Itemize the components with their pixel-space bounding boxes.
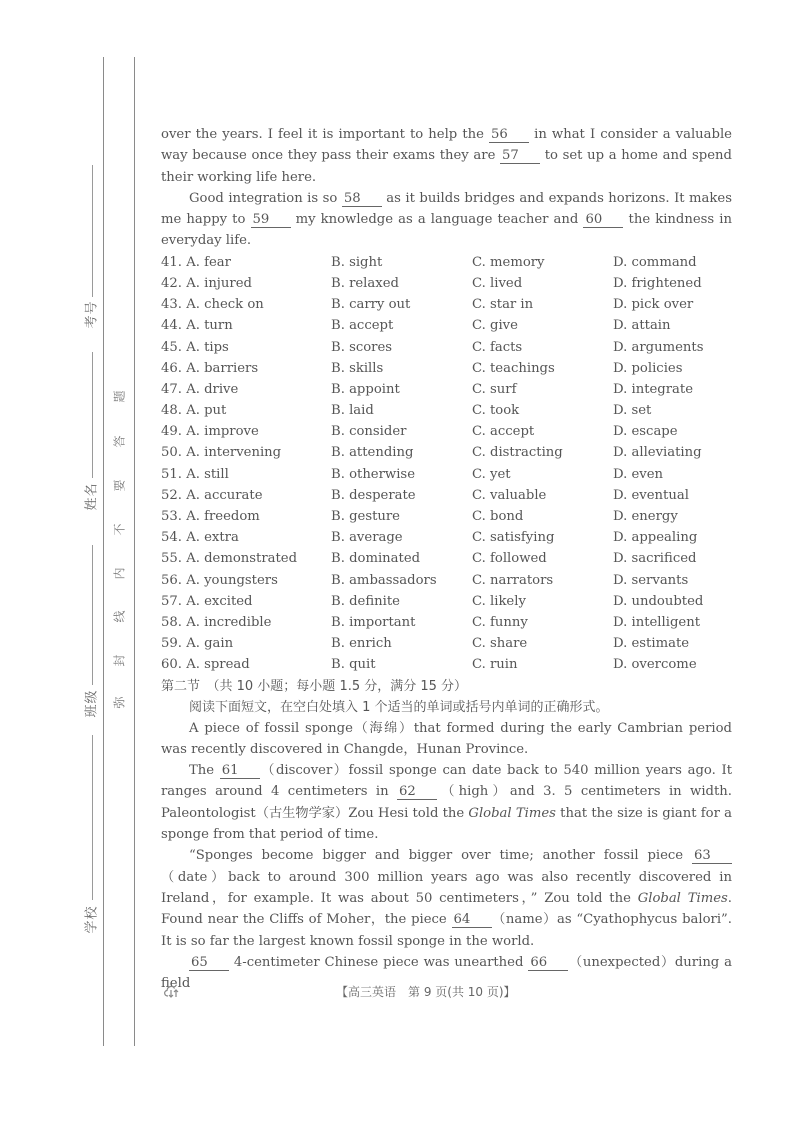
option-d: D. pick over bbox=[613, 297, 694, 313]
blank-57: 57 bbox=[500, 148, 540, 164]
class-line bbox=[92, 545, 93, 685]
option-a: 60. A. spread bbox=[161, 657, 250, 673]
option-row bbox=[161, 337, 732, 358]
option-b: B. gesture bbox=[331, 509, 400, 525]
page-number: 【高三英语 第 9 页(共 10 页)】 bbox=[336, 985, 516, 999]
option-d: D. eventual bbox=[613, 487, 689, 503]
option-a: 57. A. excited bbox=[161, 593, 253, 609]
option-b: B. skills bbox=[331, 360, 384, 376]
option-row bbox=[161, 294, 732, 315]
option-a: 50. A. intervening bbox=[161, 445, 282, 461]
option-b: B. quit bbox=[331, 657, 376, 673]
option-c: C. surf bbox=[472, 381, 517, 397]
binding-line-inner bbox=[134, 57, 135, 1046]
option-a: 59. A. gain bbox=[161, 636, 234, 652]
option-b: B. attending bbox=[331, 445, 414, 461]
option-b: B. laid bbox=[331, 403, 374, 419]
page-content bbox=[161, 124, 732, 994]
option-a: 58. A. incredible bbox=[161, 614, 272, 630]
option-d: D. sacrificed bbox=[613, 551, 697, 567]
school-label: 学校 bbox=[84, 905, 100, 934]
option-b: B. important bbox=[331, 614, 416, 630]
option-d: D. arguments bbox=[613, 339, 704, 355]
option-c: C. star in bbox=[472, 297, 534, 313]
option-a: 43. A. check on bbox=[161, 297, 264, 313]
option-row bbox=[161, 591, 732, 612]
class-label: 班级 bbox=[84, 689, 100, 718]
option-d: D. command bbox=[613, 254, 697, 270]
option-row bbox=[161, 654, 732, 675]
option-b: B. desperate bbox=[331, 487, 416, 503]
option-c: C. memory bbox=[472, 254, 545, 270]
option-c: C. give bbox=[472, 318, 518, 334]
option-d: D. energy bbox=[613, 509, 678, 525]
seal-char: 题 bbox=[112, 390, 127, 403]
exam-number-label: 考号 bbox=[84, 300, 100, 329]
option-c: C. valuable bbox=[472, 487, 547, 503]
option-d: D. undoubted bbox=[613, 593, 704, 609]
option-a: 46. A. barriers bbox=[161, 360, 259, 376]
option-d: D. intelligent bbox=[613, 614, 700, 630]
option-row bbox=[161, 358, 732, 379]
option-b: B. ambassadors bbox=[331, 572, 437, 588]
section-title: 第二节 （共 10 小题；每小题 1.5 分，满分 15 分） bbox=[161, 678, 468, 694]
seal-char: 封 bbox=[112, 654, 127, 667]
options-list bbox=[161, 252, 732, 676]
option-b: B. enrich bbox=[331, 636, 392, 652]
blank-62: 62 bbox=[397, 784, 437, 800]
option-a: 53. A. freedom bbox=[161, 509, 260, 525]
option-a: 51. A. still bbox=[161, 466, 229, 482]
option-a: 55. A. demonstrated bbox=[161, 551, 298, 567]
option-d: D. even bbox=[613, 466, 664, 482]
option-d: D. escape bbox=[613, 424, 678, 440]
name-line bbox=[92, 352, 93, 478]
option-c: C. facts bbox=[472, 339, 523, 355]
option-b: B. accept bbox=[331, 318, 394, 334]
blank-56: 56 bbox=[489, 127, 529, 143]
option-d: D. policies bbox=[613, 360, 683, 376]
option-a: 45. A. tips bbox=[161, 339, 229, 355]
option-c: C. likely bbox=[472, 593, 526, 609]
option-row bbox=[161, 400, 732, 421]
option-c: C. teachings bbox=[472, 360, 555, 376]
option-c: C. share bbox=[472, 636, 528, 652]
option-a: 42. A. injured bbox=[161, 275, 252, 291]
exam-number-line bbox=[92, 165, 93, 297]
option-a: 47. A. drive bbox=[161, 381, 239, 397]
option-c: C. satisfying bbox=[472, 530, 555, 546]
option-c: C. lived bbox=[472, 275, 523, 291]
option-d: D. integrate bbox=[613, 381, 694, 397]
option-d: D. servants bbox=[613, 572, 689, 588]
option-c: C. ruin bbox=[472, 657, 518, 673]
option-c: C. yet bbox=[472, 466, 511, 482]
passage-paragraph: 65 4-centimeter Chinese piece was unearthed 66 （unexpected）during a field bbox=[161, 954, 732, 992]
option-b: B. dominated bbox=[331, 551, 421, 567]
option-c: C. took bbox=[472, 403, 520, 419]
blank-59: 59 bbox=[251, 212, 291, 228]
binding-line-outer bbox=[103, 57, 104, 1046]
option-a: 52. A. accurate bbox=[161, 487, 263, 503]
option-row bbox=[161, 612, 732, 633]
option-row bbox=[161, 421, 732, 442]
passage-paragraph: A piece of fossil sponge（海绵）that formed during the early Cambrian period was recently discovered in Changde，Hunan Province. bbox=[161, 720, 732, 757]
option-c: C. distracting bbox=[472, 445, 563, 461]
option-b: B. average bbox=[331, 530, 403, 546]
option-d: D. frightened bbox=[613, 275, 702, 291]
option-b: B. consider bbox=[331, 424, 407, 440]
option-b: B. sight bbox=[331, 254, 383, 270]
option-b: B. appoint bbox=[331, 381, 400, 397]
option-row bbox=[161, 464, 732, 485]
option-row bbox=[161, 570, 732, 591]
option-b: B. otherwise bbox=[331, 466, 415, 482]
option-b: B. definite bbox=[331, 593, 400, 609]
option-row bbox=[161, 527, 732, 548]
option-row bbox=[161, 485, 732, 506]
seal-char: 弥 bbox=[112, 696, 127, 709]
option-row bbox=[161, 633, 732, 654]
school-line bbox=[92, 735, 93, 900]
passage-paragraph: Good integration is so 58 as it builds bridges and expands horizons. It makes me happy to 59 my knowledge as a language teacher and 60 the kindness in everyday life. bbox=[161, 190, 732, 249]
option-a: 56. A. youngsters bbox=[161, 572, 278, 588]
option-row bbox=[161, 442, 732, 463]
option-a: 54. A. extra bbox=[161, 530, 239, 546]
seal-char: 答 bbox=[112, 435, 127, 448]
cloud-sync-icon bbox=[162, 982, 184, 1004]
seal-char: 要 bbox=[112, 479, 127, 492]
option-d: D. estimate bbox=[613, 636, 690, 652]
option-c: C. accept bbox=[472, 424, 535, 440]
option-a: 49. A. improve bbox=[161, 424, 259, 440]
option-d: D. alleviating bbox=[613, 445, 702, 461]
option-row bbox=[161, 315, 732, 336]
option-c: C. narrators bbox=[472, 572, 554, 588]
option-row bbox=[161, 506, 732, 527]
blank-61: 61 bbox=[220, 763, 260, 779]
option-b: B. scores bbox=[331, 339, 393, 355]
option-row bbox=[161, 252, 732, 273]
blank-63: 63 bbox=[692, 848, 732, 864]
blank-60: 60 bbox=[583, 212, 623, 228]
blank-58: 58 bbox=[342, 191, 382, 207]
option-d: D. attain bbox=[613, 318, 671, 334]
option-b: B. relaxed bbox=[331, 275, 399, 291]
option-row bbox=[161, 273, 732, 294]
blank-64: 64 bbox=[452, 912, 492, 928]
option-c: C. bond bbox=[472, 509, 524, 525]
option-a: 44. A. turn bbox=[161, 318, 233, 334]
option-c: C. funny bbox=[472, 614, 528, 630]
name-label: 姓名 bbox=[84, 482, 100, 511]
option-d: D. overcome bbox=[613, 657, 697, 673]
option-a: 48. A. put bbox=[161, 403, 227, 419]
option-c: C. followed bbox=[472, 551, 547, 567]
blank-66: 66 bbox=[528, 955, 568, 971]
seal-char: 线 bbox=[112, 610, 127, 623]
passage-paragraph: “Sponges become bigger and bigger over time; another fossil piece 63（date）back to around 300 million years ago was also recently discovered in Ireland，for example. It was about 50 centimeters，” Zou told the Global Times. Found near the Cliffs of Moher，the piece 64 （name）as “Cyathophycus balori”. It is so far the largest known fossil sponge in the world. bbox=[161, 848, 732, 949]
option-a: 41. A. fear bbox=[161, 254, 231, 270]
option-row bbox=[161, 548, 732, 569]
section-instruction: 阅读下面短文，在空白处填入 1 个适当的单词或括号内单词的正确形式。 bbox=[189, 699, 609, 715]
option-d: D. set bbox=[613, 403, 652, 419]
blank-65: 65 bbox=[189, 955, 229, 971]
passage-paragraph: over the years. I feel it is important to help the 56 in what I consider a valuable way because once they pass their exams they are 57 to set up a home and spend their working life here. bbox=[161, 127, 732, 185]
option-row bbox=[161, 379, 732, 400]
passage-paragraph: The 61 （discover）fossil sponge can date back to 540 million years ago. It ranges around 4 centimeters in 62 （high）and 3. 5 centimeters in width. Paleontologist（古生物学家）Zou Hesi told the Global Times that the size is giant for a sponge from that period of time. bbox=[161, 763, 733, 843]
option-b: B. carry out bbox=[331, 297, 411, 313]
option-d: D. appealing bbox=[613, 530, 698, 546]
seal-char: 内 bbox=[112, 567, 127, 580]
seal-char: 不 bbox=[112, 523, 127, 536]
